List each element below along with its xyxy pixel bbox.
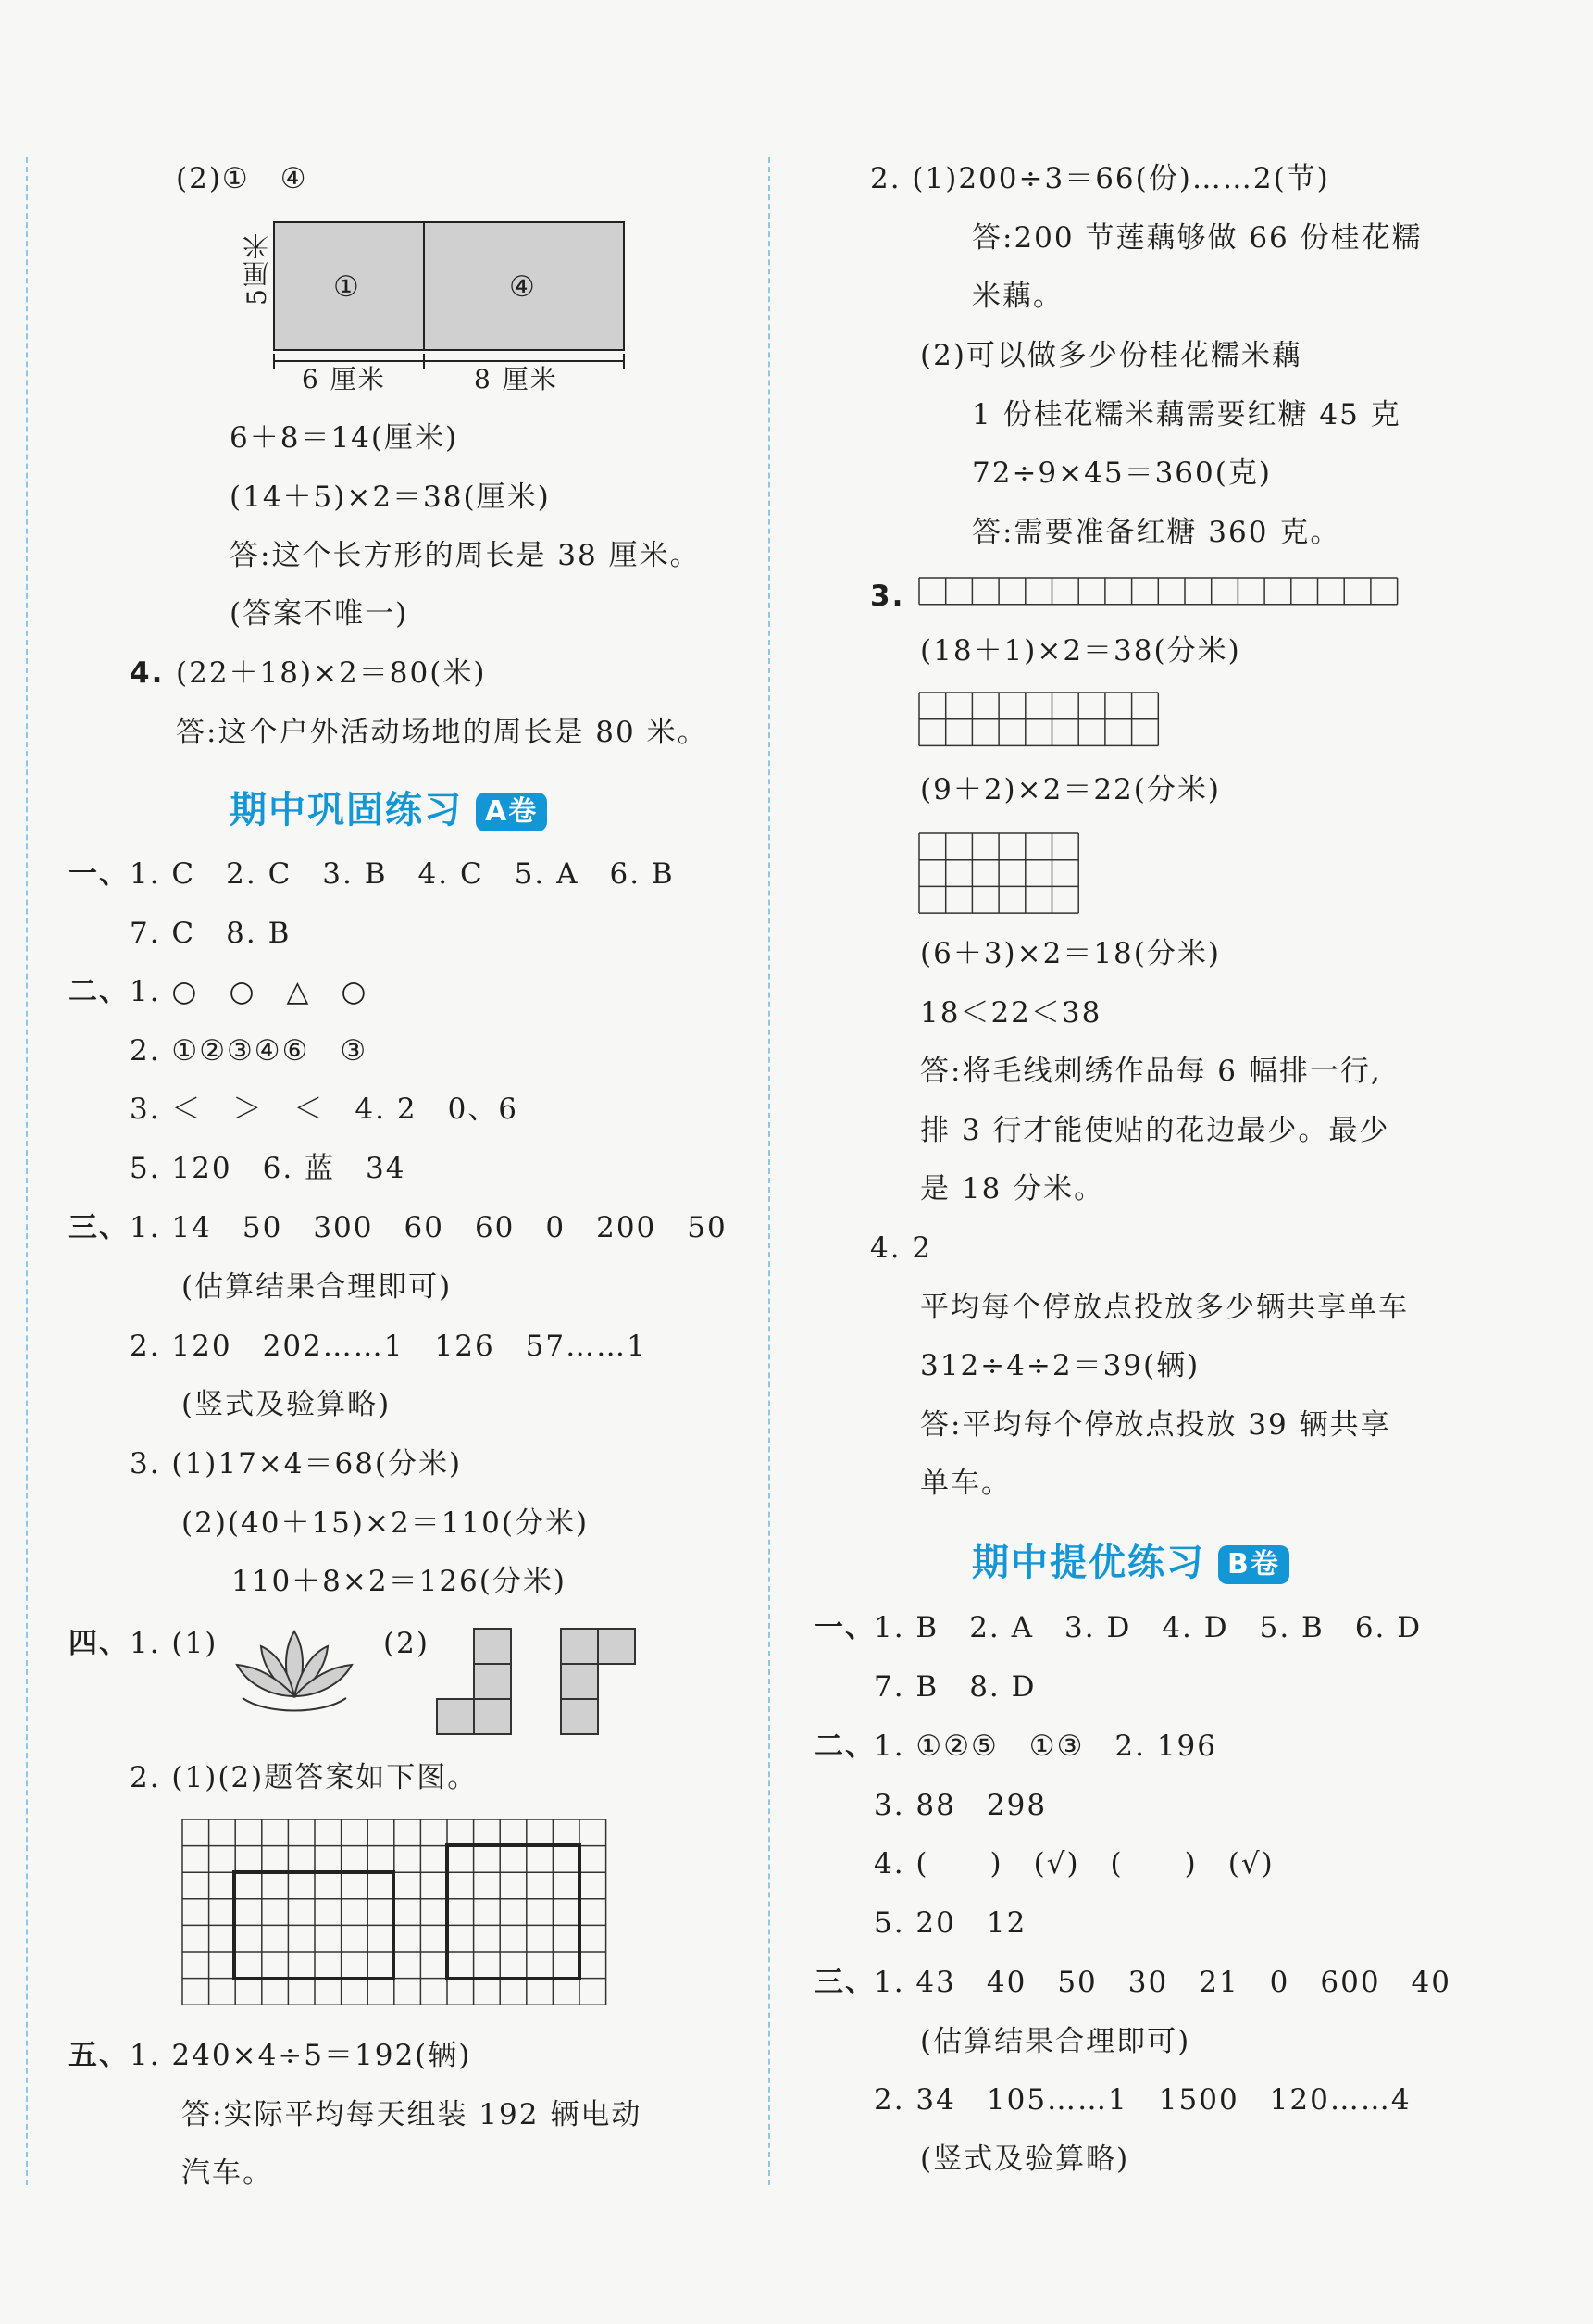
right-q2-answer2: 答:需要准备红糖 360 克。 <box>972 516 1341 549</box>
s2-line3: 3. ＜ ＞ ＜ 4. 2 0、6 <box>130 1093 519 1126</box>
right-q3-answer1: 答:将毛线刺绣作品每 6 幅排一行, <box>920 1055 1382 1088</box>
grid-6x3 <box>918 831 1085 915</box>
s4-line2: 2. (1)(2)题答案如下图。 <box>130 1761 479 1794</box>
right-q3-answer3: 是 18 分米。 <box>920 1172 1105 1206</box>
right-q4: 4. 2 <box>870 1231 933 1265</box>
r-s3-line4: (竖式及验算略) <box>920 2143 1130 2176</box>
s1-line1: 1. C 2. C 3. B 4. C 5. A 6. B <box>130 857 675 891</box>
right-q3-calc2: (9＋2)×2＝22(分米) <box>920 773 1221 806</box>
r-s1-line1: 1. B 2. A 3. D 4. D 5. B 6. D <box>874 1611 1423 1644</box>
s3-line5: 3. (1)17×4＝68(分米) <box>130 1447 463 1481</box>
left-margin-divider <box>26 157 28 2185</box>
left-q4-answer: 答:这个户外活动场地的周长是 80 米。 <box>176 716 708 749</box>
left-q4-num: 4. <box>130 656 165 690</box>
right-q4-question: 平均每个停放点投放多少辆共享单车 <box>920 1291 1409 1324</box>
s2-label: 二、 <box>68 975 130 1008</box>
center-divider <box>768 157 770 2185</box>
right-q3-calc3: (6＋3)×2＝18(分米) <box>920 937 1221 970</box>
left-l5: (答案不唯一) <box>230 597 409 631</box>
s5-line3: 汽车。 <box>181 2156 273 2190</box>
s4-line1b: (2) <box>383 1627 429 1660</box>
f-shape-figure <box>555 1625 648 1741</box>
section-title-a-text: 期中巩固练习 <box>230 789 463 831</box>
right-q2-step2: 72÷9×45＝360(克) <box>972 456 1272 490</box>
right-q2-answer: 答:200 节莲藕够做 66 份桂花糯 <box>972 221 1423 255</box>
s2-line4: 5. 120 6. 蓝 34 <box>130 1152 406 1185</box>
s3-label: 三、 <box>68 1211 130 1244</box>
rect-side-label: 5厘米 <box>242 231 272 306</box>
r-s2-line1: 1. ①②⑤ ①③ 2. 196 <box>874 1730 1217 1763</box>
r-s1-label: 一、 <box>815 1611 876 1644</box>
lotus-figure <box>230 1622 359 1724</box>
r-s3-line2: (估算结果合理即可) <box>920 2025 1191 2058</box>
badge-b: B卷 <box>1218 1545 1289 1584</box>
s3-line4: (竖式及验算略) <box>181 1388 392 1421</box>
badge-a: A卷 <box>476 793 547 831</box>
rectangle-diagram <box>222 204 648 398</box>
right-q2-part2: (2)可以做多少份桂花糯米藕 <box>920 339 1302 372</box>
grid-9x2 <box>918 691 1168 748</box>
rect-w1-label: 6 厘米 <box>302 364 386 394</box>
section-title-b <box>972 1540 1289 1586</box>
r-s3-label: 三、 <box>815 1966 876 1999</box>
s4-label: 四、 <box>68 1627 130 1660</box>
left-l2: 6＋8＝14(厘米) <box>230 421 459 455</box>
l-shape-figure <box>433 1625 526 1741</box>
r-s3-line3: 2. 34 105……1 1500 120……4 <box>874 2083 1412 2117</box>
r-s2-line3: 4. ( ) (√) ( ) (√) <box>874 1847 1275 1880</box>
s3-line3: 2. 120 202……1 126 57……1 <box>130 1330 647 1363</box>
s3-line6: (2)(40＋15)×2＝110(分米) <box>181 1506 590 1540</box>
s4-line1a: 1. (1) <box>130 1627 218 1660</box>
s2-line2: 2. ①②③④⑥ ③ <box>130 1034 368 1068</box>
right-q2-answer-cont: 米藕。 <box>972 280 1064 313</box>
s3-line7: 110＋8×2＝126(分米) <box>231 1565 566 1598</box>
right-q4-answer-cont: 单车。 <box>920 1467 1012 1500</box>
right-q3-calc1: (18＋1)×2＝38(分米) <box>920 634 1241 668</box>
r-s1-line2: 7. B 8. D <box>874 1670 1037 1704</box>
s2-line1: 1. ○ ○ △ ○ <box>130 975 368 1008</box>
rect-a-label: ① <box>333 270 361 304</box>
rect-b-label: ④ <box>509 270 537 304</box>
r-s2-line4: 5. 20 12 <box>874 1906 1027 1940</box>
r-s3-line1: 1. 43 40 50 30 21 0 600 40 <box>874 1966 1452 1999</box>
right-q4-answer: 答:平均每个停放点投放 39 辆共享 <box>920 1408 1391 1442</box>
r-s2-label: 二、 <box>815 1730 876 1763</box>
right-q3-num: 3. <box>870 580 905 613</box>
left-l4: 答:这个长方形的周长是 38 厘米。 <box>230 539 701 572</box>
left-q4: (22＋18)×2＝80(米) <box>176 656 487 690</box>
s3-line1: 1. 14 50 300 60 60 0 200 50 <box>130 1211 728 1244</box>
s5-line2: 答:实际平均每天组装 192 辆电动 <box>181 2098 642 2131</box>
strip-18x1 <box>918 576 1400 607</box>
rect-w2-label: 8 厘米 <box>474 364 558 394</box>
answer-grid-left <box>181 1819 609 2005</box>
left-l1: (2)① ④ <box>176 162 308 195</box>
right-q2-step1: 1 份桂花糯米藕需要红糖 45 克 <box>972 398 1401 431</box>
left-l3: (14＋5)×2＝38(厘米) <box>230 481 551 514</box>
s1-line2: 7. C 8. B <box>130 917 292 950</box>
right-q3-compare: 18＜22＜38 <box>920 996 1102 1030</box>
s5-label: 五、 <box>68 2039 130 2072</box>
right-q3-answer2: 排 3 行才能使贴的花边最少。最少 <box>920 1114 1390 1147</box>
right-q4-calc: 312÷4÷2＝39(辆) <box>920 1349 1201 1382</box>
s3-line2: (估算结果合理即可) <box>181 1270 453 1304</box>
s5-line1: 1. 240×4÷5＝192(辆) <box>130 2039 472 2072</box>
section-title-b-text: 期中提优练习 <box>972 1542 1205 1584</box>
right-q2: 2. (1)200÷3＝66(份)……2(节) <box>870 162 1330 195</box>
s1-label: 一、 <box>68 857 130 891</box>
section-title-a <box>230 787 547 833</box>
r-s2-line2: 3. 88 298 <box>874 1789 1048 1822</box>
